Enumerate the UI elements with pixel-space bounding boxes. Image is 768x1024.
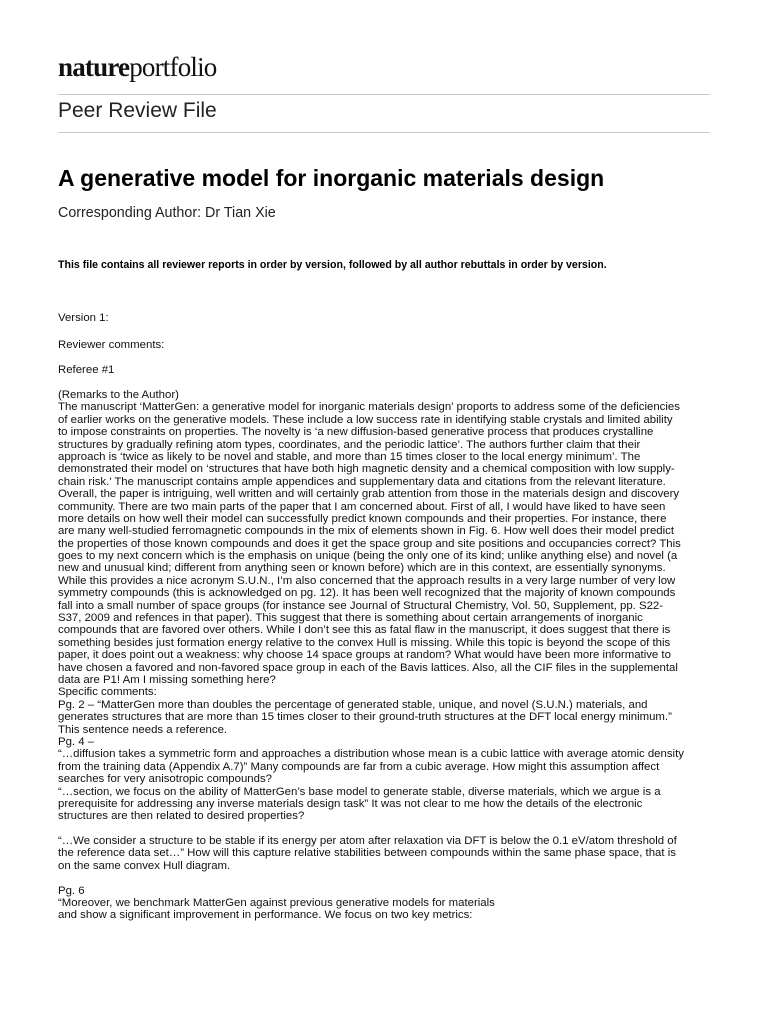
body-line: Pg. 4 – (58, 735, 95, 748)
body-line: new and unusual kind; different from anything seen or known before) which are in this context, are essentially synonyms. (58, 562, 666, 575)
body-line: S37, 2009 and refences in that paper). This suggest that there is something about certain arrangements of inorganic (58, 612, 643, 625)
nature-portfolio-logo (58, 52, 217, 83)
body-line: the properties of those known compounds and does it get the space group and site positions and occupancies correct? This (58, 537, 681, 550)
body-line: approach is ‘twice as likely to be novel and stable, and more than 15 times closer to the local energy minimum’. The (58, 450, 641, 463)
referee-label: Referee #1 (58, 364, 115, 376)
body-line: generates structures that are more than 15 times closer to their ground-truth structures at the DFT local energy minimum.” (58, 711, 672, 724)
body-line: This sentence needs a reference. (58, 723, 228, 736)
body-line: the reference data set…” How will this capture relative stabilities between compounds within the same phase space, that is (58, 847, 676, 860)
blank-line (58, 823, 710, 835)
body-line: data are P1! Am I missing something here? (58, 673, 276, 686)
body-line: to impose constraints on properties. The novelty is ‘a new diffusion-based generative process that produces crystalline (58, 426, 654, 439)
file-notice: This file contains all reviewer reports in order by version, followed by all author rebuttals in order by version. (58, 259, 607, 271)
header-divider-bottom (58, 132, 710, 133)
peer-review-heading: Peer Review File (58, 99, 217, 122)
body-line: “…diffusion takes a symmetric form and approaches a distribution whose mean is a cubic lattice with average atomic density (58, 748, 684, 761)
body-line: Pg. 2 – “MatterGen more than doubles the percentage of generated stable, unique, and novel (S.U.N.) materials, and (58, 698, 648, 711)
corresponding-author: Corresponding Author: Dr Tian Xie (58, 205, 276, 221)
body-line: searches for very anisotropic compounds? (58, 773, 272, 786)
logo-light-text: portfolio (129, 52, 217, 82)
version-label: Version 1: (58, 312, 109, 324)
body-line: more details on how well their model can successfully predict known compounds and their properties. For instance, there (58, 512, 667, 525)
body-line: structures are then related to desired properties? (58, 810, 305, 823)
body-line: community. There are two main parts of the paper that I am concerned about. First of all, I would have liked to have seen (58, 500, 666, 513)
body-line: goes to my next concern which is the emphasis on unique (being the only one of its kind; unlike anything else) and novel (a (58, 550, 678, 563)
blank-line (58, 872, 710, 884)
review-body (58, 389, 710, 922)
body-line: have chosen a favored and non-favored space group in each of the Bavis lattices. Also, all the CIF files in the supplemental (58, 661, 678, 674)
body-line: from the training data (Appendix A.7)” Many compounds are far from a cubic average. How might this assumption affect (58, 760, 660, 773)
body-line: Overall, the paper is intriguing, well written and will certainly grab attention from those in the materials design and discovery (58, 488, 680, 501)
reviewer-comments-label: Reviewer comments: (58, 339, 165, 351)
paper-title: A generative model for inorganic materials design (58, 165, 605, 191)
body-line: symmetry compounds (this is acknowledged on pg. 12). It has been well recognized that the majority of known compounds (58, 587, 676, 600)
body-line: structures by gradually refining atom types, coordinates, and the periodic lattice’. The authors further claim that their (58, 438, 641, 451)
header-divider-top (58, 94, 710, 95)
body-line: something besides just formation energy relative to the convex Hull is missing. While this topic is beyond the scope of this (58, 636, 671, 649)
body-line: Pg. 6 (58, 884, 85, 897)
body-line: of earlier works on the generative models. These include a low success rate in identifying stable crystals and limited ability (58, 413, 673, 426)
body-line: paper, it does point out a weakness: why choose 14 space groups at random? What would have been more informative to (58, 649, 671, 662)
body-line: compounds that are favored over others. While I don’t see this as fatal flaw in the manuscript, it does suggest that there is (58, 624, 671, 637)
body-line: While this provides a nice acronym S.U.N., I’m also concerned that the approach results in a very large number of very low (58, 574, 676, 587)
body-line: fall into a small number of space groups (for instance see Journal of Structural Chemistry, Vol. 50, Supplement, pp. S22- (58, 599, 664, 612)
body-line: Specific comments: (58, 686, 157, 699)
body-line: “…section, we focus on the ability of MatterGen’s base model to generate stable, diverse materials, which we argue is a (58, 785, 661, 798)
body-line: chain risk.’ The manuscript contains ample appendices and supplementary data and citations from the relevant literature. (58, 475, 666, 488)
body-line: on the same convex Hull diagram. (58, 859, 231, 872)
body-line: “Moreover, we benchmark MatterGen against previous generative models for materials (58, 897, 495, 910)
body-line: (Remarks to the Author) (58, 389, 179, 401)
body-line: demonstrated their model on ‘structures that have both high magnetic density and a chemical composition with low supply- (58, 463, 675, 476)
logo-bold-text: nature (58, 52, 130, 82)
body-line: prerequisite for addressing any inverse materials design task” It was not clear to me how the details of the electronic (58, 797, 643, 810)
body-line: The manuscript ‘MatterGen: a generative model for inorganic materials design’ proports to address some of the deficiencies (58, 401, 680, 414)
body-line: “…We consider a structure to be stable if its energy per atom after relaxation via DFT is below the 0.1 eV/atom threshold of (58, 835, 677, 848)
body-line: and show a significant improvement in performance. We focus on two key metrics: (58, 909, 473, 922)
body-line: are many well-studied ferromagnetic compounds in the mix of elements shown in Fig. 6. How well does their model predict (58, 525, 675, 538)
